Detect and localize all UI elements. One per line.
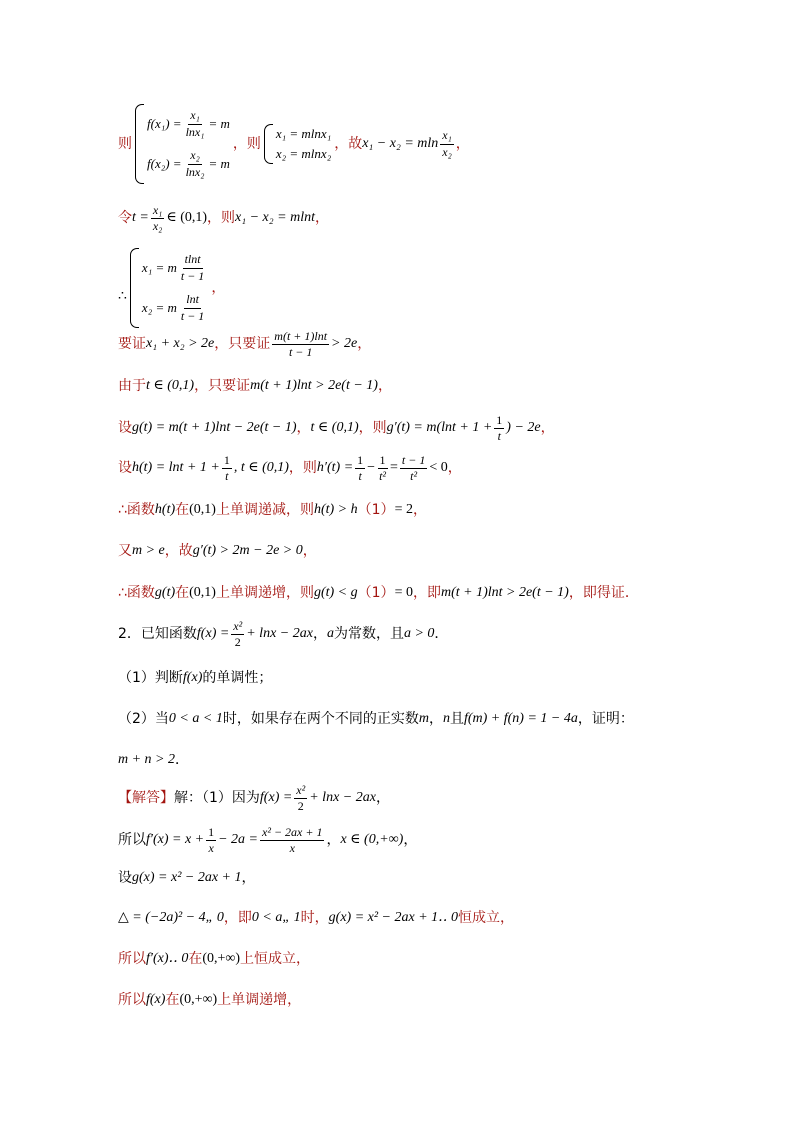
line-substitution — [118, 204, 329, 233]
math: x ∈ (0,+∞) — [340, 832, 404, 848]
text: （1）判断 — [118, 670, 183, 686]
text: 在 — [188, 951, 203, 967]
math: h(t) > h — [313, 502, 358, 517]
text: ，故 — [334, 135, 363, 152]
line-derivative — [118, 826, 417, 855]
text: ， — [241, 870, 256, 886]
fraction: $\frac{1}{t}$ — [496, 413, 503, 444]
text: ． — [434, 626, 449, 643]
math: − 2a = — [218, 832, 259, 848]
math: f(x₁) = — [147, 116, 182, 132]
system-x-in-t — [118, 248, 225, 328]
text: 所以 — [118, 832, 146, 849]
math: x₁ = m — [141, 260, 177, 276]
text: ∴函数 — [118, 502, 155, 518]
text: 在 — [165, 992, 180, 1008]
text: ， — [428, 711, 443, 727]
math: (0,1) — [189, 585, 216, 600]
math: g′(t) = m(lnt + 1 + — [386, 420, 493, 436]
math: g(t) < g — [313, 585, 358, 600]
fraction: $\frac{\text{x² − 2ax + 1}}{x}$ — [262, 825, 323, 856]
math: m(t + 1)lnt > 2e(t − 1) — [440, 585, 569, 600]
left-brace-icon — [130, 248, 139, 328]
math: f(x) = — [259, 790, 293, 806]
text: 由于 — [118, 378, 146, 394]
problem-2-statement — [118, 620, 448, 649]
left-brace-icon — [264, 124, 273, 164]
math: f(x) — [146, 992, 166, 1007]
math: = 0 — [394, 585, 413, 600]
math: x₁ = mlnx₁ — [275, 126, 332, 142]
math: m + n > 2 — [118, 752, 176, 767]
text: ，则 — [232, 135, 261, 152]
line-define-gx — [118, 870, 256, 887]
text: 则 — [118, 135, 132, 152]
math: f(x) — [182, 670, 203, 685]
text: 令 — [118, 210, 132, 227]
text: ， — [412, 502, 427, 518]
fraction: $\frac{1}{\text{t²}}$ — [379, 453, 386, 484]
text: ， — [540, 420, 555, 437]
line-f-increasing — [118, 992, 301, 1009]
math: x₂ = m — [141, 300, 177, 316]
math: x₁ − x₂ = mlnt — [235, 210, 315, 226]
line-derivative-nonneg — [118, 951, 310, 968]
text: 2．已知函数 — [118, 626, 197, 643]
fraction: $\frac{\text{x₂}}{\text{lnx₂}}$ — [185, 148, 205, 179]
text: 所以 — [118, 992, 146, 1008]
math: 0 < a„ 1 — [251, 910, 301, 925]
text: ，则 — [288, 460, 317, 477]
text: ， — [211, 279, 226, 296]
text: ， — [312, 626, 327, 643]
math: g′(t) > 2m − 2e > 0 — [192, 543, 303, 558]
math: m(t + 1)lnt > 2e(t − 1) — [250, 378, 378, 393]
answer-intro — [118, 784, 390, 813]
fraction: $\frac{\text{x²}}{2}$ — [296, 783, 306, 814]
text: ， — [314, 210, 329, 227]
math: x₁ + x₂ > 2e — [146, 336, 215, 352]
text: ，即得证． — [568, 585, 639, 601]
math: m — [418, 711, 429, 726]
math: = 2 — [394, 502, 413, 517]
fraction: $\frac{\text{x₁}}{\text{x₂}}$ — [152, 203, 163, 234]
text: 上单调递增，则 — [215, 585, 314, 601]
fraction: $\frac{\text{x₁}}{\text{x₂}}$ — [442, 128, 452, 159]
equation-system-f — [135, 104, 230, 184]
problem-2-part-2-cont — [118, 752, 189, 769]
text: ， — [403, 832, 418, 849]
text: 在 — [175, 585, 190, 601]
math: (0,+∞) — [202, 951, 241, 966]
answer-tag: 【解答】 — [118, 790, 174, 807]
text: 的单调性； — [202, 670, 273, 686]
math: a — [326, 626, 334, 642]
math: + lnx − 2ax — [309, 790, 376, 806]
system-equations-line — [118, 104, 470, 184]
text: （2）当 — [118, 711, 169, 727]
math: (0,1) — [189, 502, 216, 517]
fraction: $\frac{\ln t}{t - 1}$ — [180, 292, 205, 323]
equation-system-x — [264, 124, 331, 164]
math: = m — [208, 116, 230, 132]
text: ，只要证 — [214, 336, 271, 353]
text: ，则 — [207, 210, 236, 227]
math: h(t) = lnt + 1 + — [132, 460, 220, 476]
text: ， — [377, 378, 392, 394]
text: 上恒成立， — [240, 951, 311, 967]
math: f′(x) = x + — [146, 832, 205, 848]
fraction: $\frac{\text{x₁}}{\text{lnx₁}}$ — [185, 108, 205, 139]
math: g(t) = m(t + 1)lnt − 2e(t − 1) — [132, 420, 297, 436]
math: g(x) = x² − 2ax + 1‥ 0 — [328, 910, 458, 925]
text: 设 — [118, 460, 132, 477]
text: 解：（1）因为 — [174, 790, 260, 807]
math: g(t) — [154, 585, 176, 600]
text: 上单调递增， — [217, 992, 302, 1008]
text: ， — [302, 543, 317, 559]
math: f(x₂) = — [147, 156, 182, 172]
math: x₁ − x₂ = mln — [362, 135, 439, 151]
fraction: $\frac{1}{t}$ — [223, 453, 230, 484]
text: ， — [357, 336, 372, 353]
text: （1） — [357, 502, 395, 518]
text: ∴函数 — [118, 585, 155, 601]
text: ，则 — [358, 420, 387, 437]
math: m > e — [132, 543, 165, 558]
text: 时， — [300, 910, 329, 926]
text: ， — [296, 420, 311, 437]
text: ，证明： — [577, 711, 634, 727]
math: = — [390, 460, 398, 476]
fraction: $\frac{1}{x}$ — [208, 825, 215, 856]
text: 上单调递减，则 — [215, 502, 314, 518]
math: > 2e — [331, 336, 358, 352]
text: ． — [175, 752, 190, 768]
text: 设 — [118, 870, 132, 886]
text: ， — [375, 790, 390, 807]
line-since — [118, 378, 392, 395]
fraction: $\frac{1}{t}$ — [357, 453, 364, 484]
text: ，即 — [223, 910, 252, 926]
fraction: $\frac{m(t + 1)\ln t}{t - 1}$ — [274, 329, 328, 360]
math: f′(x)‥ 0 — [146, 951, 189, 966]
math: h(t) — [154, 502, 176, 517]
equation-system-t — [130, 248, 208, 328]
math: t ∈ (0,1) — [310, 420, 359, 436]
line-h-decreasing — [118, 502, 427, 519]
text: 要证 — [118, 336, 146, 353]
fraction: $\frac{t - 1}{\text{t²}}$ — [401, 453, 426, 484]
text: 时，如果存在两个不同的正实数 — [222, 711, 419, 727]
math: n — [442, 711, 450, 726]
line-define-h — [118, 454, 462, 483]
fraction: $\frac{\text{x²}}{2}$ — [233, 619, 243, 650]
math: △ = (−2a)² − 4„ 0 — [118, 910, 224, 925]
text: 又 — [118, 543, 132, 559]
line-m-gt-e — [118, 543, 317, 560]
math: x₂ = mlnx₂ — [275, 146, 332, 162]
text: 为常数，且 — [333, 626, 404, 643]
line-g-increasing — [118, 585, 639, 602]
text: ， — [455, 135, 470, 152]
math: − — [367, 460, 376, 476]
line-discriminant — [118, 910, 514, 927]
math: f(x) = — [196, 626, 230, 642]
text: ， — [326, 832, 341, 849]
math: f(m) + f(n) = 1 − 4a — [463, 711, 578, 726]
fraction: $\frac{tlnt}{t - 1}$ — [180, 252, 205, 283]
text: 恒成立， — [458, 910, 514, 926]
text: 且 — [449, 711, 464, 727]
line-to-prove — [118, 330, 371, 359]
math: + lnx − 2ax — [246, 626, 313, 642]
math: , t ∈ (0,1) — [233, 460, 289, 476]
text: 设 — [118, 420, 132, 437]
text: ，只要证 — [194, 378, 251, 394]
text: （1） — [357, 585, 395, 601]
math: ∈ (0,1) — [166, 210, 208, 226]
math: t ∈ (0,1) — [146, 378, 195, 393]
math: = m — [208, 156, 230, 172]
math: g(x) = x² − 2ax + 1 — [132, 870, 242, 885]
text: 在 — [175, 502, 190, 518]
text: ，即 — [412, 585, 441, 601]
math: ) − 2e — [506, 420, 541, 436]
problem-2-part-1 — [118, 670, 272, 687]
math: < 0 — [429, 460, 448, 476]
text: 所以 — [118, 951, 146, 967]
math: 0 < a < 1 — [168, 711, 223, 726]
therefore-icon: ∴ — [118, 288, 127, 304]
problem-2-part-2 — [118, 711, 634, 728]
math: t = — [132, 210, 149, 226]
left-brace-icon — [135, 104, 144, 184]
line-define-g — [118, 414, 555, 443]
text: ， — [447, 460, 462, 477]
math: h′(t) = — [316, 460, 354, 476]
math: a > 0 — [403, 626, 435, 642]
math: (0,+∞) — [179, 992, 218, 1007]
text: ，故 — [164, 543, 193, 559]
